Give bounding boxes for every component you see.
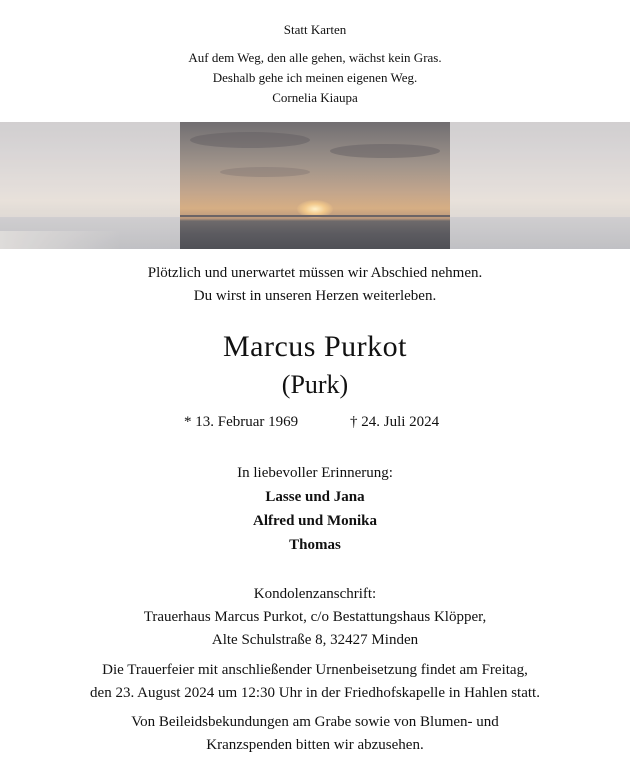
deceased-nickname: (Purk) (281, 370, 349, 399)
quote-author: Cornelia Kiaupa (272, 90, 358, 105)
quote-line: Auf dem Weg, den alle gehen, wächst kein Gras. (188, 50, 442, 65)
condolence-line: Trauerhaus Marcus Purkot, c/o Bestattungshaus Klöpper, (143, 609, 487, 625)
birth-date: * 13. Februar 1969 (184, 414, 299, 430)
request-line: Von Beileidsbekundungen am Grabe sowie von Blumen- und (131, 714, 499, 730)
request-line: Kranzspenden bitten wir abzusehen. (206, 737, 424, 753)
notice-header (0, 22, 630, 38)
quote (0, 48, 630, 108)
intro-text (0, 262, 630, 308)
condolence-request (0, 711, 630, 757)
deceased-name: Marcus Purkot (223, 330, 407, 363)
condolence-label: Kondolenzanschrift: (253, 586, 377, 602)
ceremony-line: den 23. August 2024 um 12:30 Uhr in der Friedhofskapelle in Hahlen statt. (90, 685, 540, 701)
ceremony-line: Die Trauerfeier mit anschließender Urnenbeisetzung findet am Freitag, (102, 662, 528, 678)
death-date: † 24. Juli 2024 (350, 414, 440, 430)
banner-right-panel (450, 122, 630, 249)
mourner-name: Lasse und Jana (265, 489, 365, 505)
intro-line: Du wirst in unseren Herzen weiterleben. (193, 288, 437, 304)
condolence-line: Alte Schulstraße 8, 32427 Minden (211, 632, 419, 648)
condolence-address (0, 583, 630, 652)
banner-center-photo (180, 122, 450, 249)
sunset-banner-image (0, 122, 630, 249)
mourners (0, 461, 630, 557)
mourners-intro: In liebevoller Erinnerung: (237, 465, 393, 481)
mourner-name: Alfred und Monika (253, 513, 377, 529)
banner-left-panel (0, 122, 180, 249)
intro-line: Plötzlich und unerwartet müssen wir Abschied nehmen. (147, 265, 483, 281)
notice-label: Statt Karten (283, 22, 347, 37)
ceremony-info (0, 659, 630, 705)
mourner-name: Thomas (289, 537, 341, 553)
quote-line: Deshalb gehe ich meinen eigenen Weg. (212, 70, 418, 85)
